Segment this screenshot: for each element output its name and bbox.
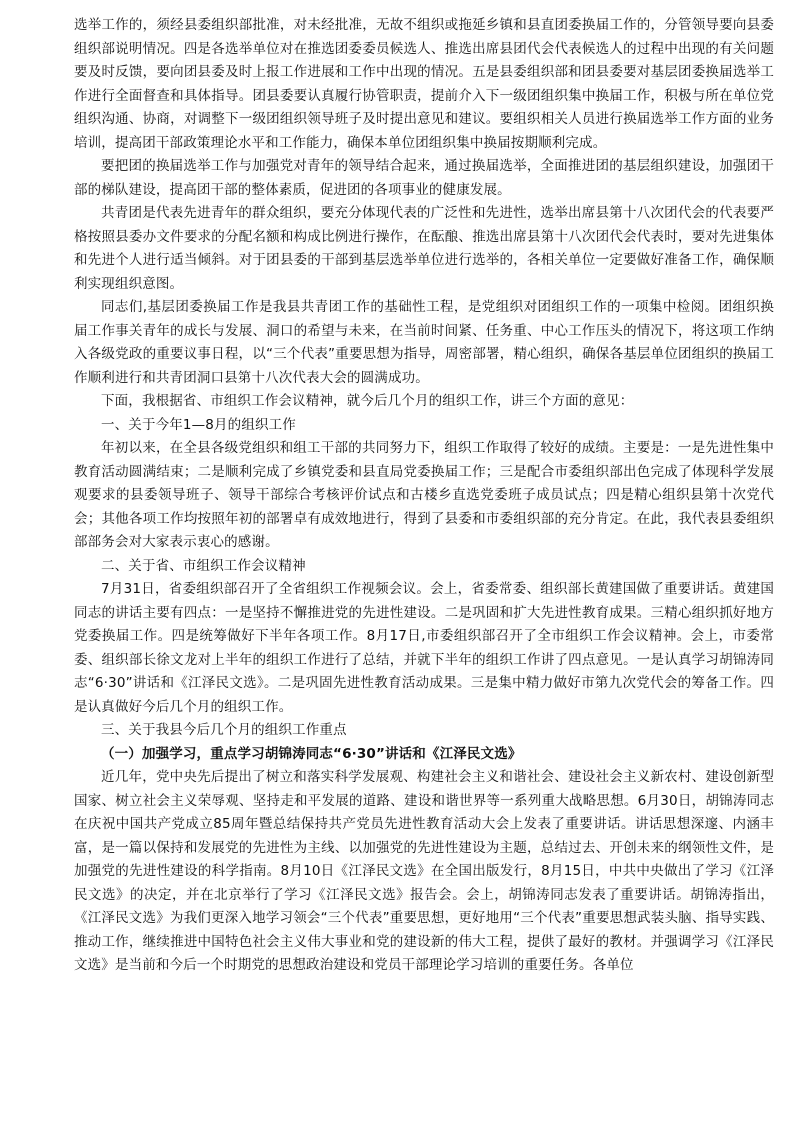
paragraph-meeting-spirit: 7月31日，省委组织部召开了全省组织工作视频会议。会上，省委常委、组织部长黄建国做了重要讲话。黄建国同志的讲话主要有四点：一是坚持不懈推进党的先进性建设。二是巩固和扩大先进性教育成果。三精心组织抓好地方党委换届工作。四是统筹做好下半年各项工作。8月17日,市委组织部召开了全市组织工作会议精神。会上，市委常委、组织部长徐文龙对上半年的组织工作进行了总结，并就下半年的组织工作讲了四点意见。一是认真学习胡锦涛同志“6·30”讲话和《江泽民文选》。二是巩固先进性教育活动成果。三是集中精力做好市第九次党代会的筹备工作。四是认真做好今后几个月的组织工作。 xyxy=(74,581,774,715)
paragraph-achievements: 年初以来，在全县各级党组织和组工干部的共同努力下，组织工作取得了较好的成绩。主要是：一是先进性集中教育活动圆满结束；二是顺利完成了乡镇党委和县直局党委换届工作；三是配合市委组织部出色完成了体现科学发展观要求的县委领导班子、领导干部综合考核评价试点和古楼乡直选党委班子成员试点；四是精心组织县第十次党代会；其他各项工作均按照年初的部署卓有成效地进行，得到了县委和市委组织部的充分肯定。在此，我代表县委组织部部务会对大家表示衷心的感谢。 xyxy=(74,440,774,550)
section-heading-1: 一、关于今年1—8月的组织工作 xyxy=(101,416,296,433)
paragraph-comrades-summary: 同志们,基层团委换届工作是我县共青团工作的基础性工程，是党组织对团组织工作的一项集中检阅。团组织换届工作事关青年的成长与发展、洞口的希望与未来，在当前时间紧、任务重、中心工作压头的情况下，将这项工作纳入各级党政的重要议事日程，以“三个代表”重要思想为指导，周密部署，精心组织，确保各基层单位团组织的换届工作顺利进行和共青团洞口县第十八次代表大会的圆满成功。 xyxy=(74,299,774,386)
section-heading-3: 三、关于我县今后几个月的组织工作重点 xyxy=(101,722,347,738)
document-body xyxy=(74,14,774,978)
subsection-heading-1: （一）加强学习，重点学习胡锦涛同志“6·30”讲话和《江泽民文选》 xyxy=(101,745,522,762)
paragraph-election-requirements: 选举工作的，须经县委组织部批准，对未经批准，无故不组织或拖延乡镇和县直团委换届工作的，分管领导要向县委组织部说明情况。四是各选举单位对在推选团委委员候选人、推选出席县团代会代表候选人的过程中出现的有关问题要及时反馈，要向团县委及时上报工作进展和工作中出现的情况。五是县委组织部和团县委要对基层团委换届选举工作进行全面督查和具体指导。团县委要认真履行协管职责，提前介入下一级团组织集中换届工作，积极与所在单位党组织沟通、协商，对调整下一级团组织领导班子及时提出意见和建议。要组织相关人员进行换届选举工作方面的业务培训，提高团干部政策理论水平和工作能力，确保本单位团组织集中换届按期顺利完成。 xyxy=(74,17,774,151)
section-heading-2: 二、关于省、市组织工作会议精神 xyxy=(101,557,306,574)
paragraph-youth-league-delegates: 共青团是代表先进青年的群众组织，要充分体现代表的广泛性和先进性，选举出席县第十八次团代会的代表要严格按照县委办文件要求的分配名额和构成比例进行操作，在酝酿、推选出席县第十八次团代会代表时，要对先进集体和先进个人进行适当倾斜。对于团县委的干部到基层选举单位进行选举的，各相关单位一定要做好准备工作，确保顺利实现组织意图。 xyxy=(74,205,774,292)
paragraph-study-requirements: 近几年，党中央先后提出了树立和落实科学发展观、构建社会主义和谐社会、建设社会主义新农村、建设创新型国家、树立社会主义荣辱观、坚持走和平发展的道路、建设和谐世界等一系列重大战略思想。6月30日，胡锦涛同志在庆祝中国共产党成立85周年暨总结保持共产党员先进性教育活动大会上发表了重要讲话。讲话思想深邃、内涵丰富，是一篇以保持和发展党的先进性为主线、以加强党的先进性建设为主题，总结过去、开创未来的纲领性文件，是加强党的先进性建设的科学指南。8月10日《江泽民文选》在全国出版发行，8月15日，中共中央做出了学习《江泽民文选》的决定，并在北京举行了学习《江泽民文选》报告会。会上，胡锦涛同志发表了重要讲话。胡锦涛指出，《江泽民文选》为我们更深入地学习领会“三个代表”重要思想，更好地用“三个代表”重要思想武装头脑、指导实践、推动工作，继续推进中国特色社会主义伟大事业和党的建设新的伟大工程，提供了最好的教材。并强调学习《江泽民文选》是当前和今后一个时期党的思想政治建设和党员干部理论学习培训的重要任务。各单位 xyxy=(74,769,774,973)
paragraph-leadership-combination: 要把团的换届选举工作与加强党对青年的领导结合起来，通过换届选举，全面推进团的基层组织建设，加强团干部的梯队建设，提高团干部的整体素质，促进团的各项事业的健康发展。 xyxy=(74,158,774,198)
paragraph-intro-three-points: 下面，我根据省、市组织工作会议精神，就今后几个月的组织工作，讲三个方面的意见： xyxy=(101,393,634,409)
